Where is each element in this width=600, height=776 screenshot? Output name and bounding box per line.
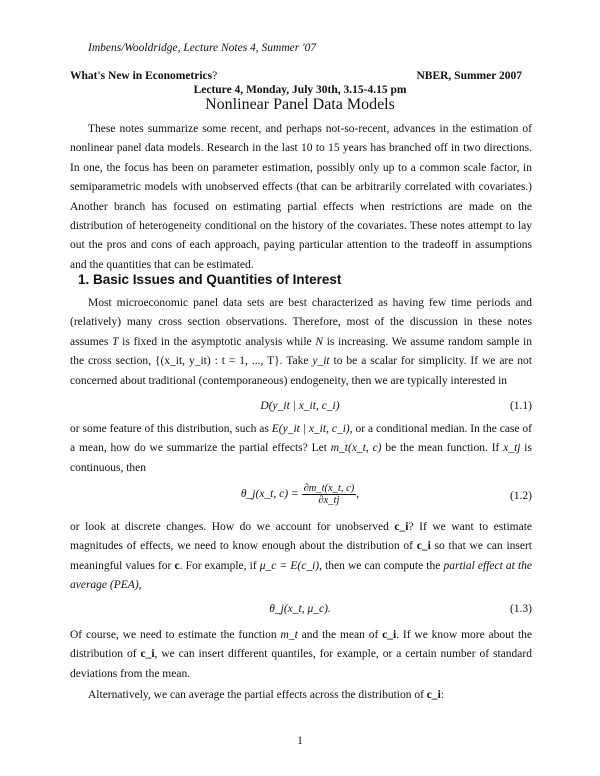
page-title: Nonlinear Panel Data Models [205, 96, 395, 113]
equation-1-2: θ_j(x_t, c) = $\frac{\partial m\_t(x\_t, c)}{\partial x\_tj}$ , [240, 483, 360, 506]
sample-set: {(x_it, y_it) : t = 1, ..., T} [154, 355, 280, 368]
intro-paragraph: These notes summarize some recent, and perhaps not-so-recent, advances in the estimation of nonlinear panel data models. Research in the last 10 to 15 years has branched off in two directions. In one, the focus has been on parameter estimation, possibly only up to a common scale factor, in semiparametric models with unobserved effects (that can be arbitrarily correlated with covariates.) Another branch has focused on estimating partial effects when restrictions are made on the distribution of heterogeneity conditional on the history of the covariates. These notes attempt to lay out the pros and cons of each approach, paying particular attention to the tradeoff in assumptions and the quantities that can be estimated. [70, 123, 532, 271]
paragraph-3: or look at discrete changes. How do we account for unobserved c_i? If we want to estimate magnitudes of effects, we need to know enough about the distribution of c_i so that we can insert meaningful values for c. For example, if μ_c = E(c_i), then we can compute the partial effect at the average (PEA), [70, 521, 533, 592]
venue: NBER, Summer 2007 [416, 70, 522, 82]
paragraph-1: Most microeconomic panel data sets are best characterized as having few time periods and (relatively) many cross section observations. Therefore, most of the discussion in these notes assumes T is fixed in the asymptotic analysis while N is increasing. We assume random sample in the cross section, {(x_it, y_it) : t = 1, ..., T}. Take y_it to be a scalar for simplicity. If we are not concerned about traditional (contemporaneous) endogeneity, then we are typically interested in [70, 297, 532, 387]
equation-1-3: θ_j(x_t, μ_c). [269, 603, 331, 615]
paragraph-4: Of course, we need to estimate the function m_t and the mean of c_i. If we know more about the distribution of c_i, we can insert different quantiles, for example, or a certain number of standard deviations from the mean. [70, 629, 532, 680]
equation-number-1-3: (1.3) [509, 603, 532, 615]
series-title [70, 70, 217, 82]
series-mark: ? [212, 70, 218, 82]
paragraph-2: or some feature of this distribution, such as E(y_it | x_it, c_i), or a conditional median. In the case of a mean, how do we summarize the partial effects? Let m_t(x_t, c) be the mean function. If x_tj is continuous, then [70, 423, 532, 474]
page-number: 1 [297, 735, 303, 747]
series-name: What's New in Econometrics [70, 70, 213, 82]
paragraph-5: Alternatively, we can average the partial effects across the distribution of c_i: [88, 689, 445, 701]
section-title: Basic Issues and Quantities of Interest [93, 272, 342, 287]
section-heading [78, 272, 341, 287]
equation-number-1-1: (1.1) [509, 400, 532, 412]
running-head: Imbens/Wooldridge, Lecture Notes 4, Summer '07 [88, 42, 317, 54]
section-number: 1. [78, 272, 90, 287]
equation-1-1: D(y_it | x_it, c_i) [260, 400, 340, 412]
equation-number-1-2: (1.2) [509, 490, 532, 502]
lecture-info: Lecture 4, Monday, July 30th, 3.15-4.15 pm [193, 84, 407, 96]
fraction: $\frac{\partial m\_t(x\_t, c)}{\partial x\_tj}$ [303, 483, 355, 506]
